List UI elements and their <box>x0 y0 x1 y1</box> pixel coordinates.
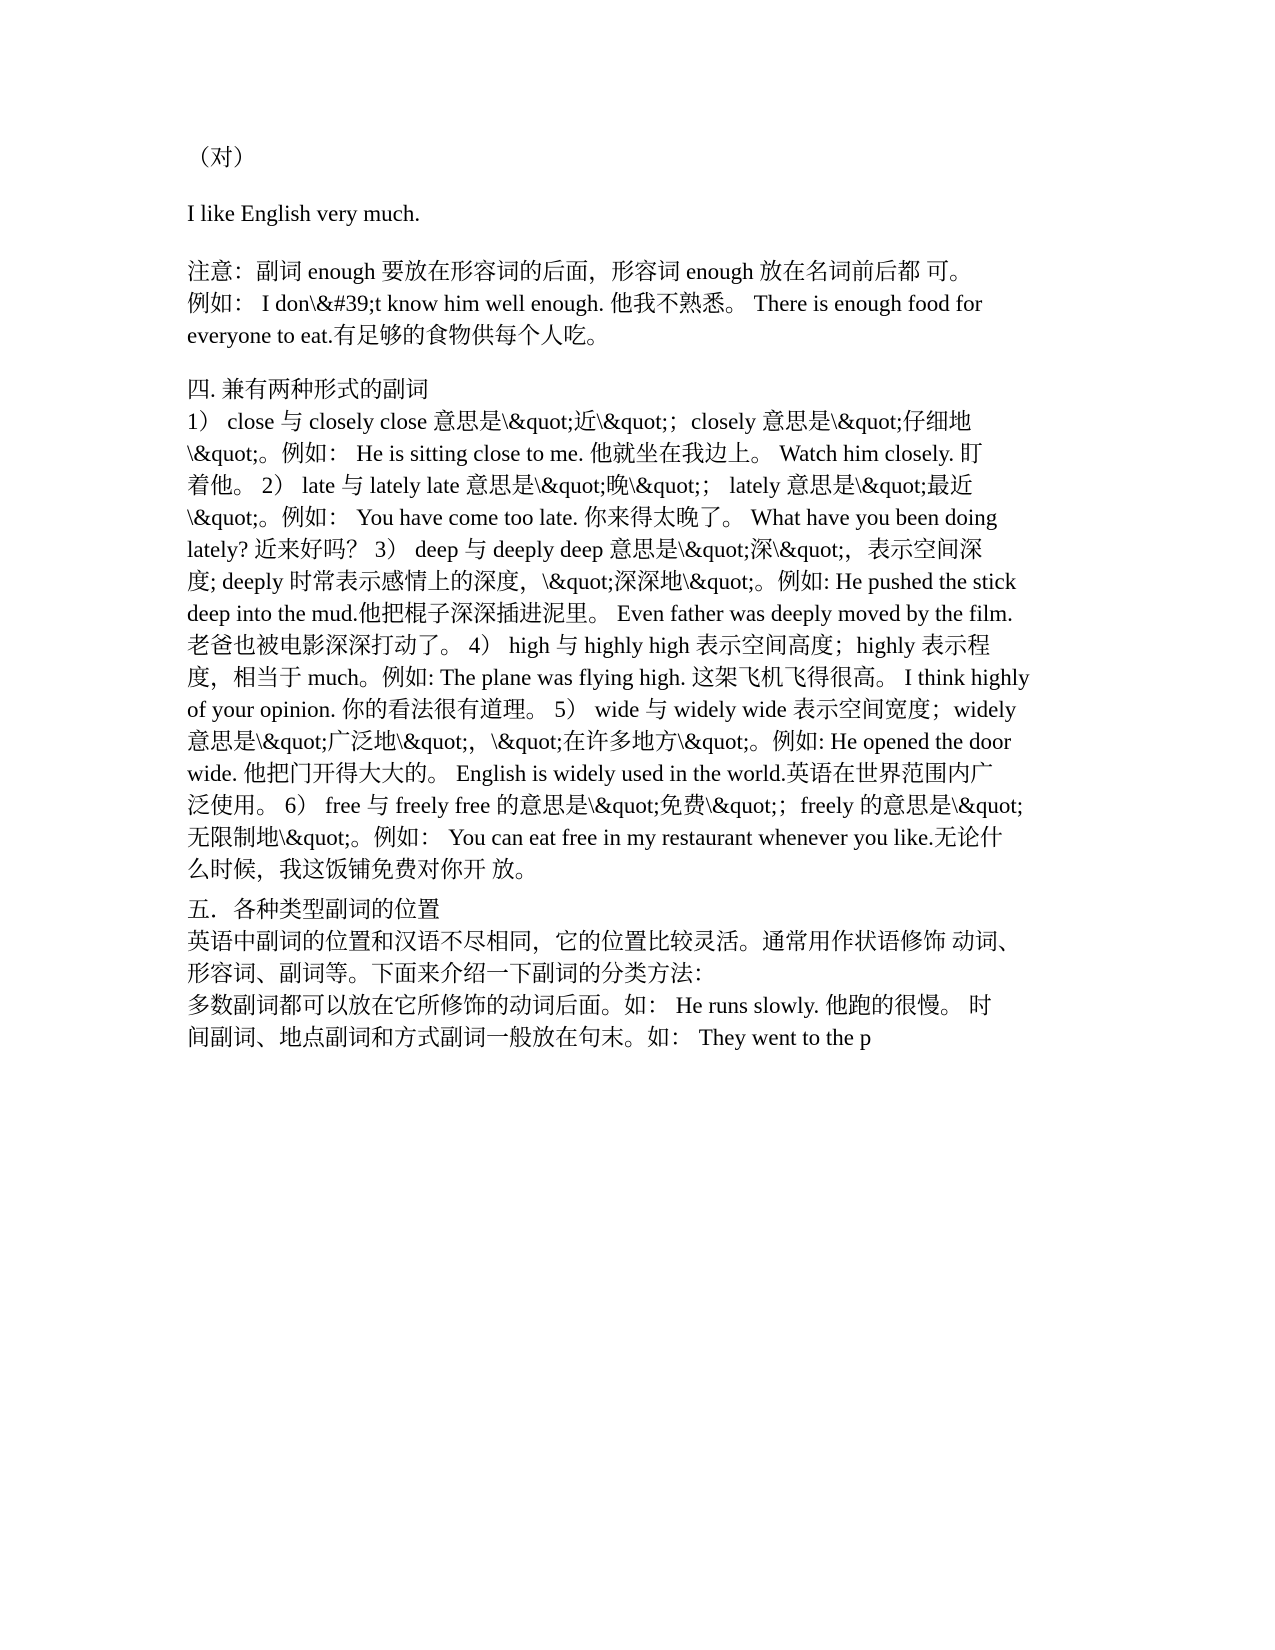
text-line: 多数副词都可以放在它所修饰的动词后面。如： He runs slowly. 他跑的很慢。 时 <box>187 993 992 1018</box>
text-line: 意思是\&quot;广泛地\&quot;，\&quot;在许多地方\&quot;。例如: He opened the door <box>187 729 1012 754</box>
text-line: 着他。 2） late 与 lately late 意思是\&quot;晚\&quot;； lately 意思是\&quot;最近 <box>187 473 973 498</box>
text-line: everyone to eat.有足够的食物供每个人吃。 <box>187 323 610 348</box>
text-line: 度，相当于 much。例如: The plane was flying high. 这架飞机飞得很高。 I think highly <box>187 665 1030 690</box>
text-line: 形容词、副词等。下面来介绍一下副词的分类方法： <box>187 961 716 986</box>
text-line: （对） <box>187 145 256 170</box>
text-line: lately? 近来好吗？ 3） deep 与 deeply deep 意思是\&quot;深\&quot;，表示空间深 <box>187 537 983 562</box>
text-line: wide. 他把门开得大大的。 English is widely used in the world.英语在世界范围内广 <box>187 761 994 786</box>
text-line: \&quot;。例如： He is sitting close to me. 他就坐在我边上。 Watch him closely. 盯 <box>187 441 983 466</box>
text-line: 例如： I don\&#39;t know him well enough. 他我不熟悉。 There is enough food for <box>187 291 983 316</box>
text-line: 么时候，我这饭铺免费对你开 放。 <box>187 857 538 882</box>
text-line: 间副词、地点副词和方式副词一般放在句末。如： They went to the p <box>187 1025 872 1050</box>
paragraph-enough-note <box>187 256 1122 352</box>
section-heading: 四. 兼有两种形式的副词 <box>187 377 429 402</box>
paragraph-example-sentence <box>187 198 1122 230</box>
section-two-form-adverbs <box>187 374 1122 886</box>
text-line: 无限制地\&quot;。例如： You can eat free in my restaurant whenever you like.无论什 <box>187 825 1003 850</box>
text-line: I like English very much. <box>187 201 421 226</box>
text-line: deep into the mud.他把棍子深深插进泥里。 Even father was deeply moved by the film. <box>187 601 1013 626</box>
text-line: 老爸也被电影深深打动了。 4） high 与 highly high 表示空间高度；highly 表示程 <box>187 633 991 658</box>
text-line: \&quot;。例如： You have come too late. 你来得太晚了。 What have you been doing <box>187 505 998 530</box>
paragraph-answer-mark <box>187 142 1122 174</box>
text-line: 泛使用。 6） free 与 freely free 的意思是\&quot;免费\&quot;；freely 的意思是\&quot; <box>187 793 1024 818</box>
text-line: 英语中副词的位置和汉语不尽相同，它的位置比较灵活。通常用作状语修饰 动词、 <box>187 929 1021 954</box>
text-line: 1） close 与 closely close 意思是\&quot;近\&quot;；closely 意思是\&quot;仔细地 <box>187 409 972 434</box>
section-heading: 五．各种类型副词的位置 <box>187 897 440 922</box>
text-line: 度; deeply 时常表示感情上的深度，\&quot;深深地\&quot;。例如: He pushed the stick <box>187 569 1017 594</box>
section-adverb-positions <box>187 894 1122 1054</box>
text-line: 注意：副词 enough 要放在形容词的后面，形容词 enough 放在名词前后都 可。 <box>187 259 973 284</box>
text-line: of your opinion. 你的看法很有道理。 5） wide 与 widely wide 表示空间宽度；widely <box>187 697 1017 722</box>
